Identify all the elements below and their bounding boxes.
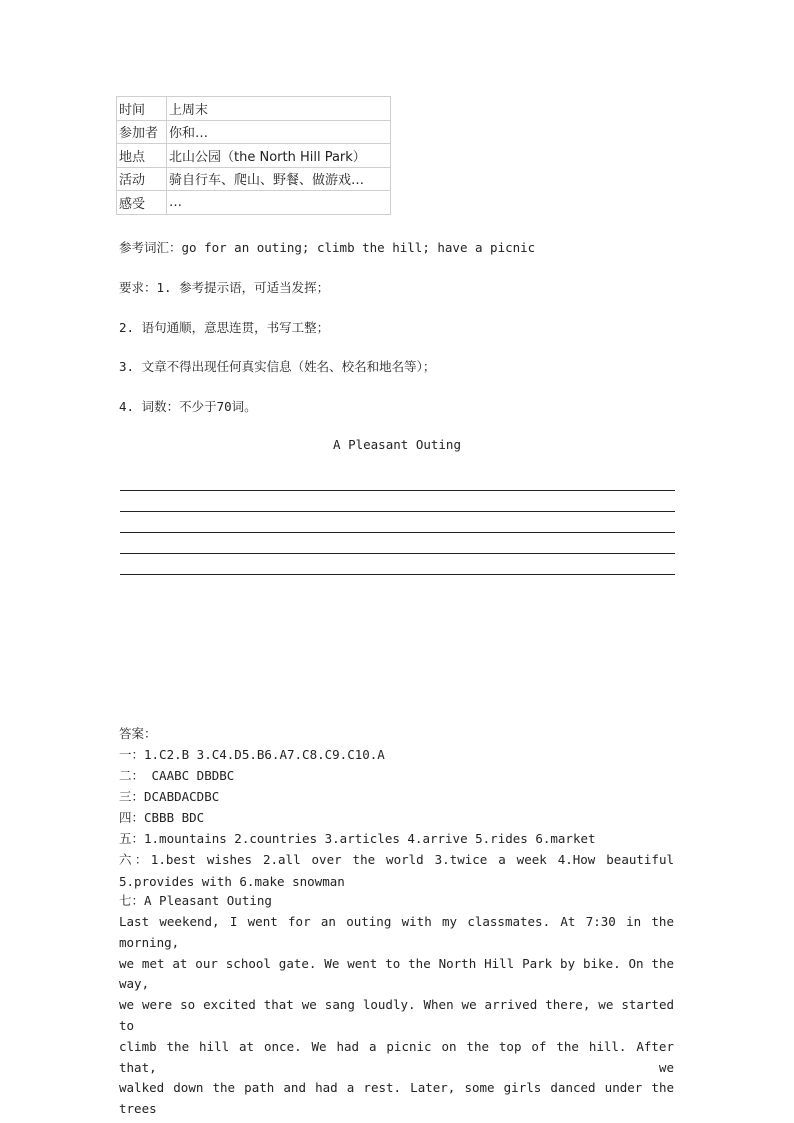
writing-line xyxy=(120,574,675,575)
answers-heading: 答案： xyxy=(119,726,157,741)
requirement-1: 要求：1. 参考提示语，可适当发挥； xyxy=(119,280,330,295)
table-row xyxy=(117,120,391,144)
table-row xyxy=(117,97,391,121)
table-value: … xyxy=(167,191,391,215)
table-key: 感受 xyxy=(117,191,167,215)
table-row xyxy=(117,144,391,168)
essay-line: walked down the path and had a rest. Later, some girls danced under the trees xyxy=(119,1080,674,1117)
requirement-3: 3. 文章不得出现任何真实信息（姓名、校名和地名等）； xyxy=(119,359,436,374)
writing-line xyxy=(120,553,675,554)
table-value: 北山公园（the North Hill Park） xyxy=(167,144,391,168)
essay-line: Last weekend, I went for an outing with my classmates. At 7:30 in the morning, xyxy=(119,914,674,950)
answer-section-4: 四：CBBB BDC xyxy=(119,810,205,825)
answer-section-6-line-2: 5.provides with 6.make snowman xyxy=(119,874,345,889)
requirement-2: 2. 语句通顺，意思连贯，书写工整； xyxy=(119,320,330,335)
writing-line xyxy=(120,490,675,491)
answer-section-3: 三：DCABDACDBC xyxy=(119,789,220,804)
table-key: 时间 xyxy=(117,97,167,121)
answer-section-2: 二： CAABC DBDBC xyxy=(119,768,235,783)
table-value: 上周末 xyxy=(167,97,391,121)
table-value: 骑自行车、爬山、野餐、做游戏… xyxy=(167,167,391,191)
essay-line: we were so excited that we sang loudly. When we arrived there, we started to xyxy=(119,997,674,1033)
vocabulary-hint: 参考词汇：go for an outing; climb the hill; have a picnic xyxy=(119,240,536,255)
requirement-4: 4. 词数：不少于70词。 xyxy=(119,399,257,414)
answer-section-1: 一：1.C2.B 3.C4.D5.B6.A7.C8.C9.C10.A xyxy=(119,747,385,762)
answer-section-6 xyxy=(119,849,674,893)
writing-line xyxy=(120,511,675,512)
essay-line: climb the hill at once. We had a picnic on the top of the hill. After that, we xyxy=(119,1038,674,1075)
outing-info-table xyxy=(116,96,391,215)
essay-title: A Pleasant Outing xyxy=(333,437,461,452)
table-row xyxy=(117,191,391,215)
writing-line xyxy=(120,532,675,533)
table-value: 你和… xyxy=(167,120,391,144)
sample-essay xyxy=(119,912,674,1120)
answer-section-6-line-1: 六：1.best wishes 2.all over the world 3.twice a week 4.How beautiful xyxy=(119,852,674,867)
answer-section-7: 七：A Pleasant Outing xyxy=(119,893,272,908)
table-key: 地点 xyxy=(117,144,167,168)
table-row xyxy=(117,167,391,191)
answer-section-5: 五：1.mountains 2.countries 3.articles 4.arrive 5.rides 6.market xyxy=(119,831,596,846)
table-key: 活动 xyxy=(117,167,167,191)
essay-line: we met at our school gate. We went to the North Hill Park by bike. On the way, xyxy=(119,955,674,992)
table-key: 参加者 xyxy=(117,120,167,144)
